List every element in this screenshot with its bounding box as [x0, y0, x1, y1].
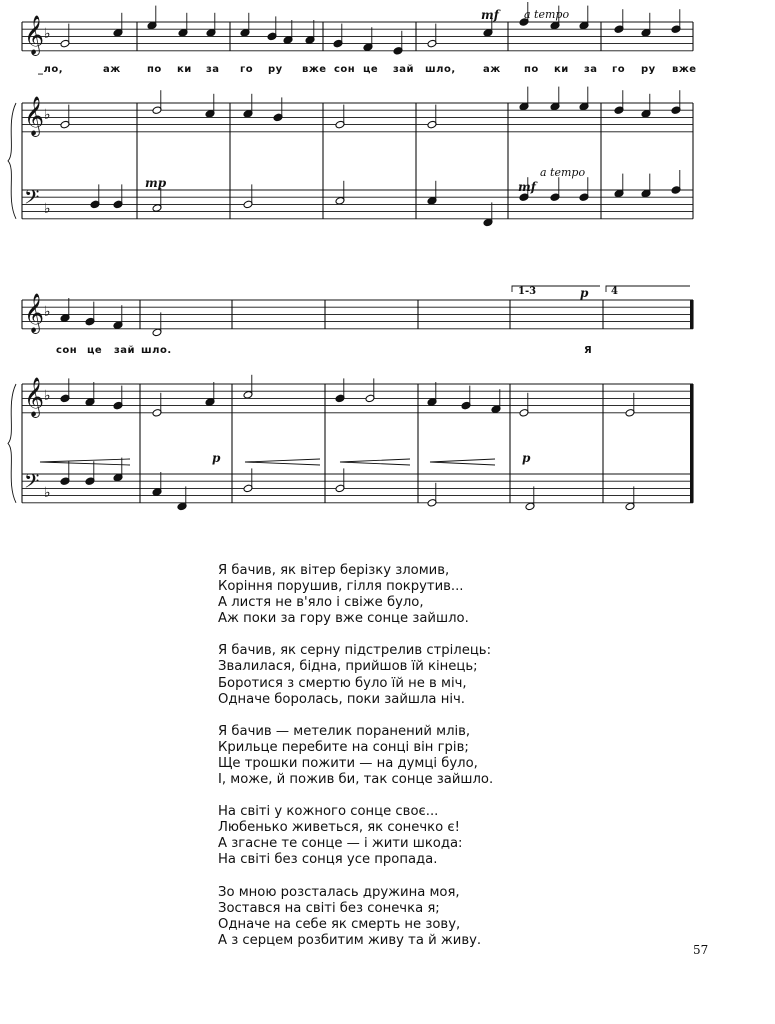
dynamic-mf-voice: mf	[481, 8, 499, 22]
lyric-syllable: сон	[334, 64, 356, 75]
flat-icon: ♭	[44, 485, 51, 502]
lyric-syllable: шло,	[425, 64, 456, 75]
poem-line: Я бачив, як серну підстрелив стрілець:	[218, 643, 492, 659]
poem-line: Звалилася, бідна, прийшов їй кінець;	[218, 659, 478, 675]
lyric-syllable: по	[524, 64, 539, 75]
lyric-syllable: аж	[483, 64, 501, 75]
treble-clef-icon: 𝄞	[24, 95, 45, 136]
dynamic-p-piano: p	[522, 451, 531, 465]
flat-icon: ♭	[44, 201, 51, 218]
poem-line: Я бачив — метелик поранений млів,	[218, 723, 471, 739]
piano-rh-staff	[22, 384, 693, 413]
tempo-marking-voice: a tempo	[524, 8, 570, 21]
poem-line: На світі у кожного сонце своє...	[218, 804, 439, 820]
poem-stanza	[218, 804, 578, 868]
volta-bracket	[606, 286, 690, 292]
lyric-syllable: го	[240, 64, 254, 75]
lyric-syllable: вже	[302, 64, 327, 75]
hairpin	[340, 459, 410, 465]
dynamic-mp-piano: mp	[145, 176, 167, 190]
tempo-marking-piano: a tempo	[540, 166, 586, 179]
poem-line: І, може, й пожив би, так сонце зайшло.	[218, 772, 494, 788]
poem-line: Аж поки за гору вже сонце зайшло.	[218, 611, 469, 627]
poem-line: Любенько живеться, як сонечко є!	[218, 820, 460, 836]
lyric-syllable: за	[584, 64, 598, 75]
poem-line: Боротися з смертю було їй не в міч,	[218, 675, 467, 691]
piano-rh-staff	[22, 103, 693, 132]
dynamic-p-voice: p	[580, 286, 589, 300]
final-barline	[690, 300, 693, 329]
lyric-syllable: ки	[554, 64, 569, 75]
dynamic-p-piano: p	[212, 451, 221, 465]
voice-staff	[22, 22, 693, 51]
poem-line: Зостався на світі без сонечка я;	[218, 900, 440, 916]
brace-icon	[8, 384, 16, 503]
poem-line: Коріння порушив, гілля покрутив...	[218, 579, 464, 595]
lyric-syllable: зай	[393, 64, 415, 75]
hairpin	[40, 459, 130, 465]
lyric-syllable: го	[612, 64, 626, 75]
treble-clef-icon: 𝄞	[24, 292, 45, 333]
lyric-syllable: _ло,	[38, 64, 63, 75]
poem-line: А згасне те сонце — і жити шкода:	[218, 836, 463, 852]
poem-line: На світі без сонця усе пропада.	[218, 852, 438, 868]
treble-clef-icon: 𝄞	[24, 376, 45, 417]
poem-stanza	[218, 724, 578, 788]
poem-line: А з серцем розбитим живу та й живу.	[218, 932, 482, 948]
page-number: 57	[693, 943, 709, 957]
hairpin	[430, 459, 495, 465]
lyric-syllable: сон	[56, 345, 78, 356]
dynamic-mf-piano: mf	[518, 180, 536, 194]
volta-4-label: 4	[611, 286, 618, 297]
poem-line: Я бачив, як вітер берізку зломив,	[218, 563, 450, 578]
lyric-syllable: зай	[114, 345, 136, 356]
poem-line: Одначе боролась, поки зайшла ніч.	[218, 691, 465, 707]
poem-stanza	[218, 643, 578, 707]
lyric-syllable: це	[87, 345, 103, 356]
flat-icon: ♭	[44, 387, 51, 404]
final-barline	[690, 384, 693, 503]
piano-lh-staff	[22, 474, 693, 503]
poem-stanza	[218, 563, 578, 627]
hairpin	[245, 459, 320, 465]
poem-line: Одначе на себе як смерть не зову,	[218, 916, 461, 932]
lyric-syllable: Я	[584, 345, 593, 356]
poem-line: Зо мною розсталась дружина моя,	[218, 884, 460, 900]
poem-stanza	[218, 885, 578, 949]
lyric-syllable: це	[363, 64, 379, 75]
lyric-syllable: вже	[672, 64, 697, 75]
lyric-syllable: по	[147, 64, 162, 75]
bass-clef-icon: 𝄢	[24, 185, 40, 214]
lyric-syllable: ки	[177, 64, 192, 75]
poem-line: Ще трошки пожити — на думці було,	[218, 755, 478, 771]
poem-text	[218, 563, 578, 965]
poem-line: Крильце перебите на сонці він грів;	[218, 739, 469, 755]
lyric-syllable: за	[206, 64, 220, 75]
lyric-syllable: шло.	[141, 345, 172, 356]
poem-line: А листя не в'яло і свіже було,	[218, 595, 424, 611]
treble-clef-icon: 𝄞	[24, 14, 45, 55]
flat-icon: ♭	[44, 106, 51, 123]
brace-icon	[8, 103, 16, 219]
lyric-syllable: ру	[268, 64, 283, 75]
flat-icon: ♭	[44, 303, 51, 320]
lyric-syllable: ру	[641, 64, 656, 75]
volta-1-3-label: 1-3	[518, 286, 537, 297]
flat-icon: ♭	[44, 25, 51, 42]
lyric-syllable: аж	[103, 64, 121, 75]
bass-clef-icon: 𝄢	[24, 469, 40, 498]
